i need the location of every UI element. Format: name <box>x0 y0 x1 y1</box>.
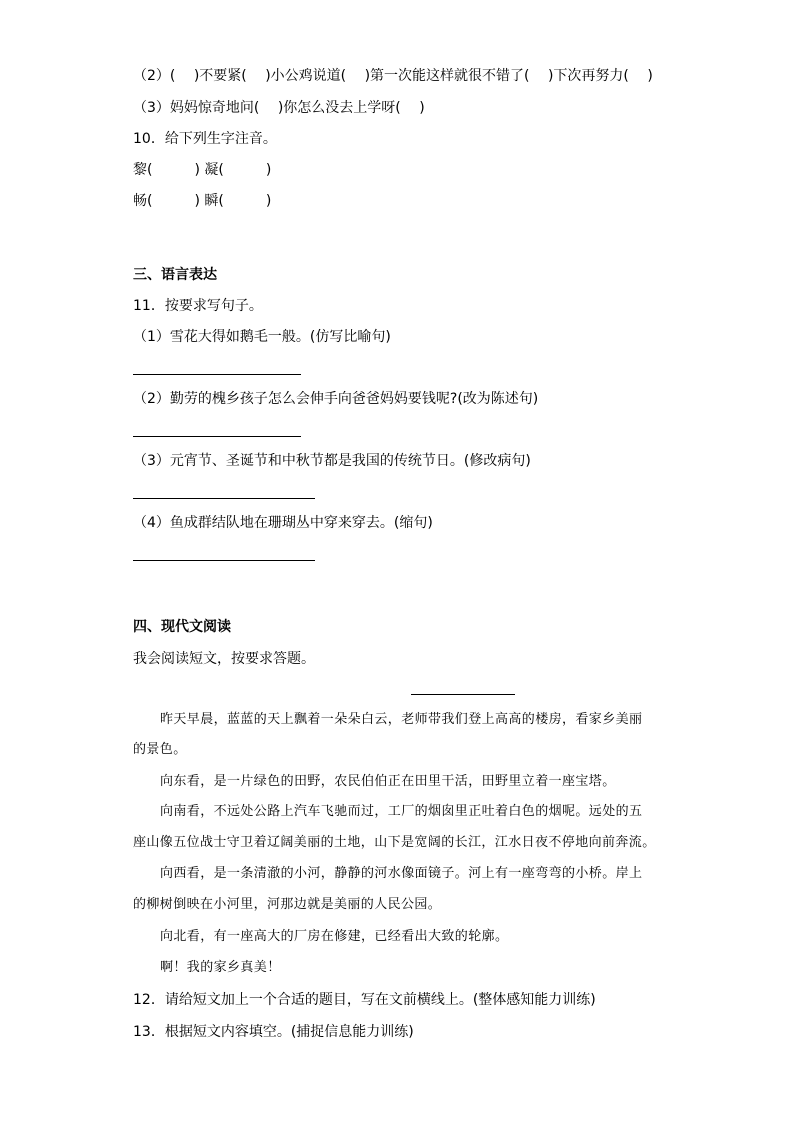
passage-p3-line1: 向南看，不远处公路上汽车飞驰而过，工厂的烟囱里正吐着白色的烟呢。远处的五 <box>160 804 643 819</box>
answer-line-1[interactable] <box>133 374 301 375</box>
title-blank-line[interactable] <box>411 694 515 695</box>
q12-prompt: 12．请给短文加上一个合适的题目，写在文前横线上。(整体感知能力训练) <box>133 992 596 1008</box>
q10-prompt: 10．给下列生字注音。 <box>133 131 277 147</box>
q9-item-3: （3）妈妈惊奇地问( )你怎么没去上学呀( ) <box>133 100 425 116</box>
passage-p6: 啊！我的家乡真美！ <box>160 960 281 975</box>
passage-p3-line2: 座山像五位战士守卫着辽阔美丽的土地，山下是宽阔的长江，江水日夜不停地向前奔流。 <box>133 835 656 850</box>
section-4-heading: 四、现代文阅读 <box>133 619 231 635</box>
reading-intro: 我会阅读短文，按要求答题。 <box>133 651 315 667</box>
passage-p5: 向北看，有一座高大的厂房在修建，已经看出大致的轮廓。 <box>160 929 509 944</box>
answer-line-2[interactable] <box>133 436 301 437</box>
answer-line-4[interactable] <box>133 560 315 561</box>
q10-row-2: 畅( ) 瞬( ) <box>133 193 272 209</box>
q11-prompt: 11．按要求写句子。 <box>133 298 263 314</box>
q13-prompt: 13．根据短文内容填空。(捕捉信息能力训练) <box>133 1024 414 1040</box>
passage-p4-line2: 的柳树倒映在小河里，河那边就是美丽的人民公园。 <box>133 897 442 912</box>
passage-p1-line1: 昨天早晨，蓝蓝的天上飘着一朵朵白云，老师带我们登上高高的楼房，看家乡美丽 <box>160 712 643 727</box>
passage-p2: 向东看，是一片绿色的田野，农民伯伯正在田里干活，田野里立着一座宝塔。 <box>160 774 616 789</box>
q11-item-2: （2）勤劳的槐乡孩子怎么会伸手向爸爸妈妈要钱呢?(改为陈述句) <box>133 391 539 407</box>
passage-p1-line2: 的景色。 <box>133 742 187 757</box>
q10-row-1: 黎( ) 凝( ) <box>133 162 272 178</box>
q11-item-4: （4）鱼成群结队地在珊瑚丛中穿来穿去。(缩句) <box>133 515 433 531</box>
q9-item-2: （2）( )不要紧( )小公鸡说道( )第一次能这样就很不错了( )下次再努力( ) <box>133 68 653 84</box>
q11-item-3: （3）元宵节、圣诞节和中秋节都是我国的传统节日。(修改病句) <box>133 453 531 469</box>
section-3-heading: 三、语言表达 <box>133 267 217 283</box>
answer-line-3[interactable] <box>133 498 315 499</box>
q11-item-1: （1）雪花大得如鹅毛一般。(仿写比喻句) <box>133 329 391 345</box>
passage-p4-line1: 向西看，是一条清澈的小河，静静的河水像面镜子。河上有一座弯弯的小桥。岸上 <box>160 866 643 881</box>
